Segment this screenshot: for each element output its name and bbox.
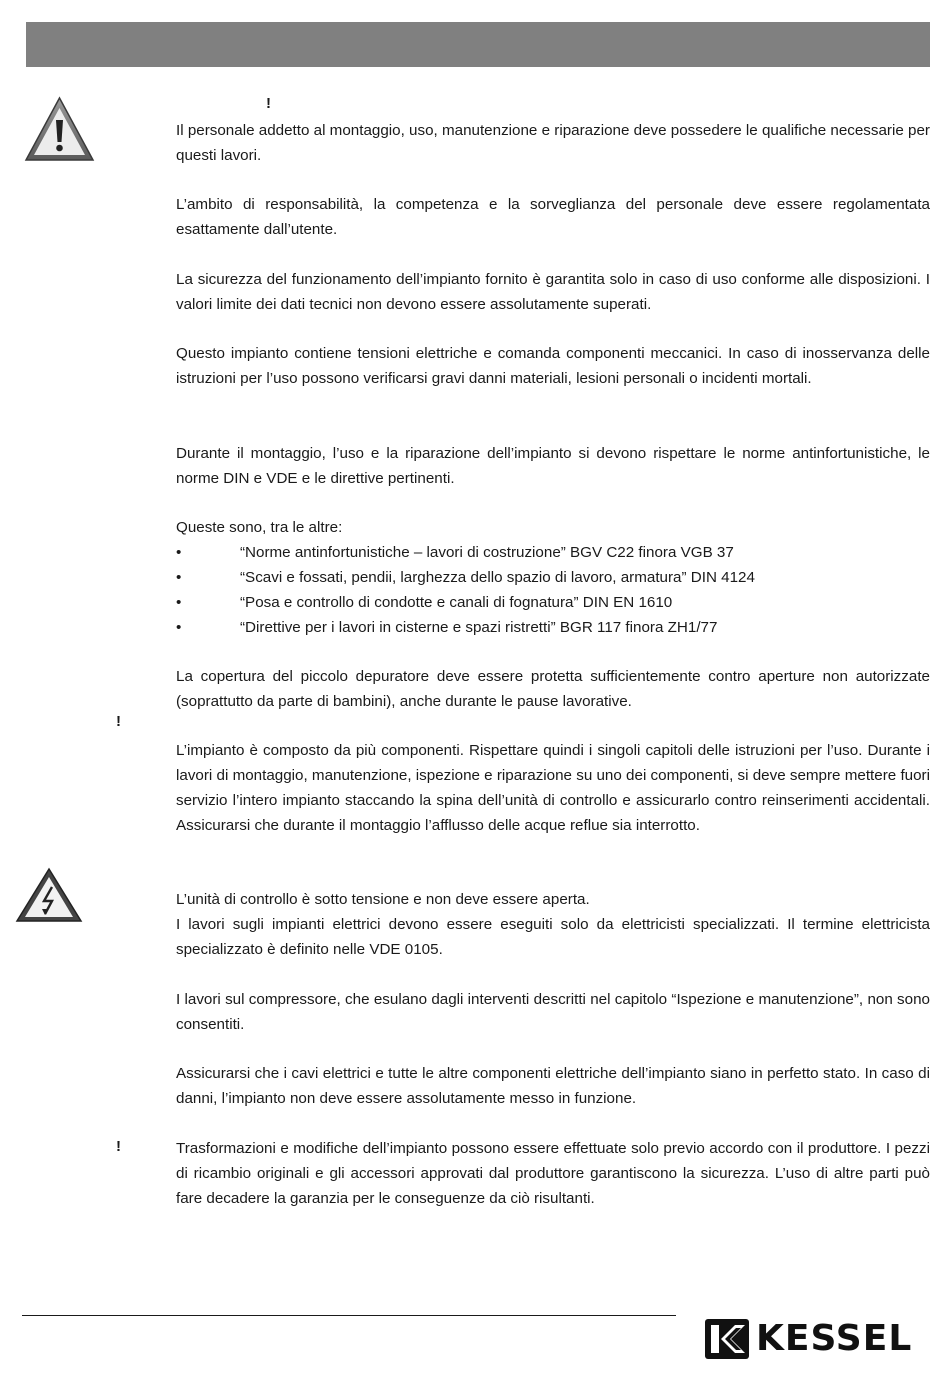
paragraph-safety-operation: La sicurezza del funzionamento dell’impianto fornito è garantita solo in caso di uso conforme alle disposizioni. I valori limite dei dati tecnici non devono essere assolutamente superati. <box>176 271 930 313</box>
bullet-text: “Scavi e fossati, pendii, larghezza dello spazio di lavoro, armatura” DIN 4124 <box>240 569 755 586</box>
bullet-mark: • <box>176 619 182 636</box>
paragraph-electricians: I lavori sugli impianti elettrici devono essere eseguiti solo da elettricisti specializzati. Il termine elettricista specializzato è definito nelle VDE 0105. <box>176 916 930 958</box>
bullet-mark: • <box>176 594 182 611</box>
bullet-text: “Posa e controllo di condotte e canali di fognatura” DIN EN 1610 <box>240 594 673 611</box>
warning-mark: ! <box>266 95 271 112</box>
paragraph-cover-protection: La copertura del piccolo depuratore deve essere protetta sufficientemente contro aperture non autorizzate (soprattutto da parte di bambini), anche durante le pause lavorative. <box>176 668 930 710</box>
bullet-text: “Norme antinfortunistiche – lavori di costruzione” BGV C22 finora VGB 37 <box>240 544 734 561</box>
paragraph-compressor: I lavori sul compressore, che esulano dagli interventi descritti nel capitolo “Ispezione e manutenzione”, non sono consentiti. <box>176 991 930 1033</box>
warning-triangle-icon <box>24 96 95 162</box>
paragraph-modifications: Trasformazioni e modifiche dell’impianto possono essere effettuate solo previo accordo con il produttore. I pezzi di ricambio originali e gli accessori approvati dal produttore garantiscono la sicurezza. L’uso di altre parti può fare decadere la garanzia per le conseguenze da ciò risultanti. <box>176 1140 930 1207</box>
paragraph-control-unit: L’unità di controllo è sotto tensione e non deve essere aperta. <box>176 891 590 908</box>
bullet-mark: • <box>176 569 182 586</box>
paragraph-cables: Assicurarsi che i cavi elettrici e tutte le altre componenti elettriche dell’impianto siano in perfetto stato. In caso di danni, l’impianto non deve essere assolutamente messo in funzione. <box>176 1065 930 1107</box>
paragraph-responsibility: L’ambito di responsabilità, la competenza e la sorveglianza del personale deve essere regolamentata esattamente dall’utente. <box>176 196 930 238</box>
footer-divider <box>22 1315 676 1316</box>
paragraph-accident-rules: Durante il montaggio, l’uso e la riparazione dell’impianto si devono rispettare le norme antinfortunistiche, le norme DIN e VDE e le direttive pertinenti. <box>176 445 930 487</box>
high-voltage-triangle-icon <box>15 867 83 923</box>
paragraph-list-intro: Queste sono, tra le altre: <box>176 519 343 536</box>
bullet-text: “Direttive per i lavori in cisterne e spazi ristretti” BGR 117 finora ZH1/77 <box>240 619 718 636</box>
paragraph-electrical-voltage: Questo impianto contiene tensioni elettriche e comanda componenti meccanici. In caso di inosservanza delle istruzioni per l’uso possono verificarsi gravi danni materiali, lesioni personali o incidenti mortali. <box>176 345 930 387</box>
brand-name: KESSEL <box>756 1318 913 1359</box>
kessel-logo <box>704 1318 930 1360</box>
kessel-logo-mark <box>704 1318 750 1360</box>
warning-mark: ! <box>116 713 121 730</box>
paragraph-qualifications: Il personale addetto al montaggio, uso, manutenzione e riparazione deve possedere le qualifiche necessarie per questi lavori. <box>176 122 930 164</box>
header-bar <box>26 22 930 67</box>
bullet-mark: • <box>176 544 182 561</box>
warning-mark: ! <box>116 1138 121 1155</box>
paragraph-components: L’impianto è composto da più componenti. Rispettare quindi i singoli capitoli delle istruzioni per l’uso. Durante i lavori di montaggio, manutenzione, ispezione e riparazione su uno dei componenti, si deve sempre mettere fuori servizio l’intero impianto staccando la spina dell’unità di controllo e assicurarlo contro reinserimenti accidentali. Assicurarsi che durante il montaggio l’afflusso delle acque reflue sia interrotto. <box>176 742 930 834</box>
